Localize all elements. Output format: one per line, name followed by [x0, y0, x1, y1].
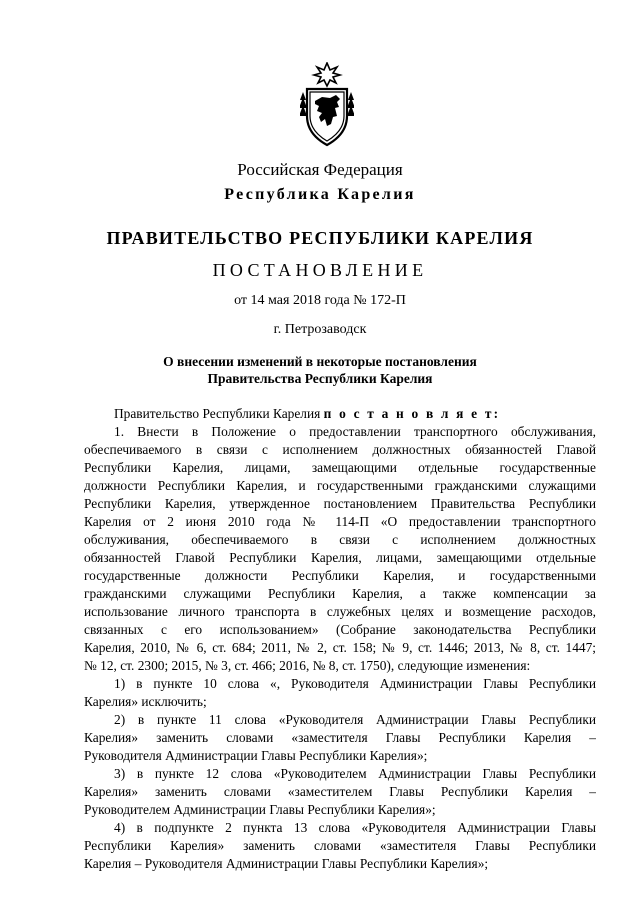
body-line: Республики Карелия» заменить словами «заместителя Главы Республики: [84, 838, 596, 853]
body-line: Республики Карелия, утвержденное постановлением Правительства Республики: [84, 496, 596, 511]
republic-name: Республика Карелия: [224, 186, 416, 203]
city: г. Петрозаводск: [273, 322, 367, 337]
body-line: 3) в пункте 12 слова «Руководителем Администрации Главы Республики: [114, 766, 596, 781]
body-line: Карелия» заменить словами «заместителя Главы Республики Карелия –: [84, 730, 596, 745]
document-type: ПОСТАНОВЛЕНИЕ: [212, 260, 428, 280]
body-line: Республики Карелия, лицами, замещающими отдельные государственные: [84, 460, 596, 475]
body-line: Карелия от 2 июня 2010 года № 114-П «О предоставлении транспортного: [84, 514, 596, 529]
preamble: [114, 405, 596, 423]
preamble-decision-word: п о с т а н о в л я е т:: [323, 406, 501, 421]
body-line: связанных с его использованием» (Собрание законодательства Республики: [84, 622, 596, 637]
body-line: должности Республики Карелия, и государственными гражданскими служащими: [84, 478, 596, 493]
body-line: Карелия» исключить;: [84, 694, 207, 709]
body-line: Карелия – Руководителя Администрации Главы Республики Карелия»;: [84, 856, 489, 871]
preamble-text: Правительство Республики Карелия: [114, 406, 324, 421]
date-and-number: от 14 мая 2018 года № 172-П: [234, 293, 406, 308]
body-line: 2) в пункте 11 слова «Руководителя Администрации Главы Республики: [114, 712, 596, 727]
body-line: Руководителя Администрации Главы Республики Карелия»;: [84, 748, 428, 763]
body-line: обеспечиваемого в связи с исполнением должностных обязанностей Главой: [84, 442, 596, 457]
subject-line: Правительства Республики Карелия: [207, 371, 433, 386]
body-line: 1) в пункте 10 слова «, Руководителя Администрации Главы Республики: [114, 676, 596, 691]
subject-line: О внесении изменений в некоторые постановления: [163, 354, 477, 369]
body-line: государственные должности Республики Карелия, и государственными: [84, 568, 596, 583]
body-line: 4) в подпункте 2 пункта 13 слова «Руководителя Администрации Главы: [114, 820, 596, 835]
body-line: использование личного транспорта в служебных целях и возмещение расходов,: [84, 604, 596, 619]
body-line: гражданскими служащими Республики Карелия, а также компенсации за: [84, 586, 596, 601]
body-line: 1. Внести в Положение о предоставлении транспортного обслуживания,: [114, 424, 596, 439]
document-subject: [0, 354, 640, 388]
government-title: ПРАВИТЕЛЬСТВО РЕСПУБЛИКИ КАРЕЛИЯ: [106, 228, 534, 248]
country-name: Российская Федерация: [237, 160, 403, 179]
body-line: обслуживания, обеспечиваемого в связи с исполнением должностных: [84, 532, 596, 547]
body-line: Карелия, 2010, № 6, ст. 684; 2011, № 2, ст. 158; № 9, ст. 1446; 2013, № 8, ст. 1447;: [84, 640, 596, 655]
body-line: Карелия» заменить словами «заместителем Главы Республики Карелия –: [84, 784, 596, 799]
body-line: № 12, ст. 2300; 2015, № 3, ст. 466; 2016, № 8, ст. 1750), следующие изменения:: [84, 658, 531, 673]
coat-of-arms-emblem: [300, 62, 354, 148]
body-line: обязанностей Главой Республики Карелия, лицами, замещающими отдельные: [84, 550, 596, 565]
body-line: Руководителем Администрации Главы Республики Карелия»;: [84, 802, 436, 817]
